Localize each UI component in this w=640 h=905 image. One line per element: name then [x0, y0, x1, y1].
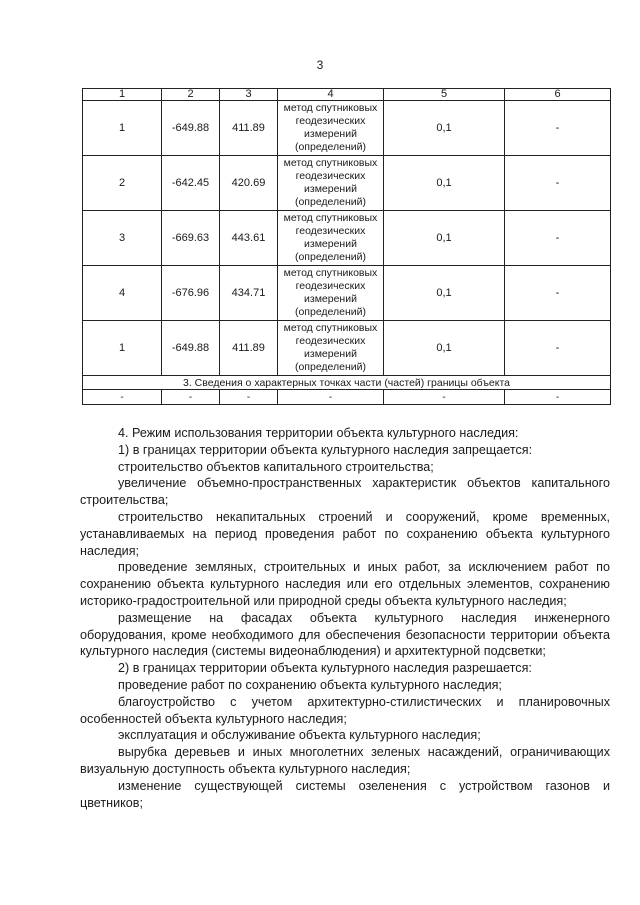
cell-y: 434.71 — [220, 266, 278, 321]
coordinates-table — [82, 88, 611, 405]
table-row — [83, 101, 611, 156]
cell-x: -642.45 — [162, 156, 220, 211]
empty-cell: - — [384, 390, 505, 405]
page-number: 3 — [316, 58, 324, 72]
table-row — [83, 266, 611, 321]
cell-accuracy: 0,1 — [384, 211, 505, 266]
paragraph: вырубка деревьев и иных многолетних зеленых насаждений, ограничивающих визуальную доступность объекта культурного наследия; — [80, 745, 610, 776]
paragraph: увеличение объемно-пространственных характеристик объектов капитального строительства; — [80, 476, 610, 508]
cell-point-number: 2 — [83, 156, 162, 211]
cell-note: - — [505, 266, 611, 321]
cell-accuracy: 0,1 — [384, 321, 505, 376]
paragraph: 1) в границах территории объекта культурного наследия запрещается: — [118, 442, 533, 457]
empty-cell: - — [162, 390, 220, 405]
cell-method: метод спутниковых геодезических измерений (определений) — [278, 211, 384, 266]
cell-accuracy: 0,1 — [384, 101, 505, 156]
paragraph: благоустройство с учетом архитектурно-стилистических и планировочных особенностей объекта культурного наследия; — [80, 694, 610, 726]
cell-accuracy: 0,1 — [384, 266, 505, 321]
paragraph: строительство объектов капитального строительства; — [118, 459, 434, 474]
paragraph: изменение существующей системы озеленения с устройством газонов и цветников; — [80, 778, 610, 810]
paragraph: 2) в границах территории объекта культурного наследия разрешается: — [118, 661, 532, 676]
cell-x: -649.88 — [162, 101, 220, 156]
cell-y: 411.89 — [220, 101, 278, 156]
col-header: 4 — [278, 89, 384, 101]
section-title: 3. Сведения о характерных точках части (частей) границы объекта — [83, 376, 611, 390]
paragraph: эксплуатация и обслуживание объекта культурного наследия; — [118, 728, 481, 743]
table-row — [83, 390, 611, 405]
col-header: 1 — [83, 89, 162, 101]
table-row — [83, 156, 611, 211]
cell-method: метод спутниковых геодезических измерений (определений) — [278, 321, 384, 376]
empty-cell: - — [278, 390, 384, 405]
cell-method: метод спутниковых геодезических измерений (определений) — [278, 101, 384, 156]
empty-cell: - — [83, 390, 162, 405]
table-header-row — [83, 89, 611, 101]
paragraph: 4. Режим использования территории объекта культурного наследия: — [118, 426, 519, 440]
cell-x: -649.88 — [162, 321, 220, 376]
cell-point-number: 3 — [83, 211, 162, 266]
cell-accuracy: 0,1 — [384, 156, 505, 211]
paragraph: размещение на фасадах объекта культурного наследия инженерного оборудования, кроме необходимого для обеспечения безопасности территории объекта культурного наследия (системы видеонаблюдения) и архитектурной подсветки; — [80, 610, 610, 659]
table-row — [83, 321, 611, 376]
col-header: 3 — [220, 89, 278, 101]
cell-point-number: 1 — [83, 321, 162, 376]
cell-note: - — [505, 101, 611, 156]
table-section-row — [83, 376, 611, 390]
cell-point-number: 1 — [83, 101, 162, 156]
cell-note: - — [505, 321, 611, 376]
empty-cell: - — [220, 390, 278, 405]
col-header: 2 — [162, 89, 220, 101]
cell-y: 420.69 — [220, 156, 278, 211]
cell-note: - — [505, 211, 611, 266]
body-text — [80, 425, 610, 811]
cell-method: метод спутниковых геодезических измерений (определений) — [278, 156, 384, 211]
cell-note: - — [505, 156, 611, 211]
empty-cell: - — [505, 390, 611, 405]
cell-x: -669.63 — [162, 211, 220, 266]
col-header: 5 — [384, 89, 505, 101]
col-header: 6 — [505, 89, 611, 101]
paragraph: проведение работ по сохранению объекта культурного наследия; — [118, 677, 502, 692]
cell-y: 443.61 — [220, 211, 278, 266]
cell-method: метод спутниковых геодезических измерений (определений) — [278, 266, 384, 321]
cell-y: 411.89 — [220, 321, 278, 376]
cell-point-number: 4 — [83, 266, 162, 321]
paragraph: строительство некапитальных строений и сооружений, кроме временных, устанавливаемых на период проведения работ по сохранению объекта культурного наследия; — [80, 509, 610, 558]
table-row — [83, 211, 611, 266]
cell-x: -676.96 — [162, 266, 220, 321]
paragraph: проведение земляных, строительных и иных работ, за исключением работ по сохранению объекта культурного наследия или его отдельных элементов, сохранению историко-градостроительной или природной среды объекта культурного наследия; — [80, 560, 610, 608]
